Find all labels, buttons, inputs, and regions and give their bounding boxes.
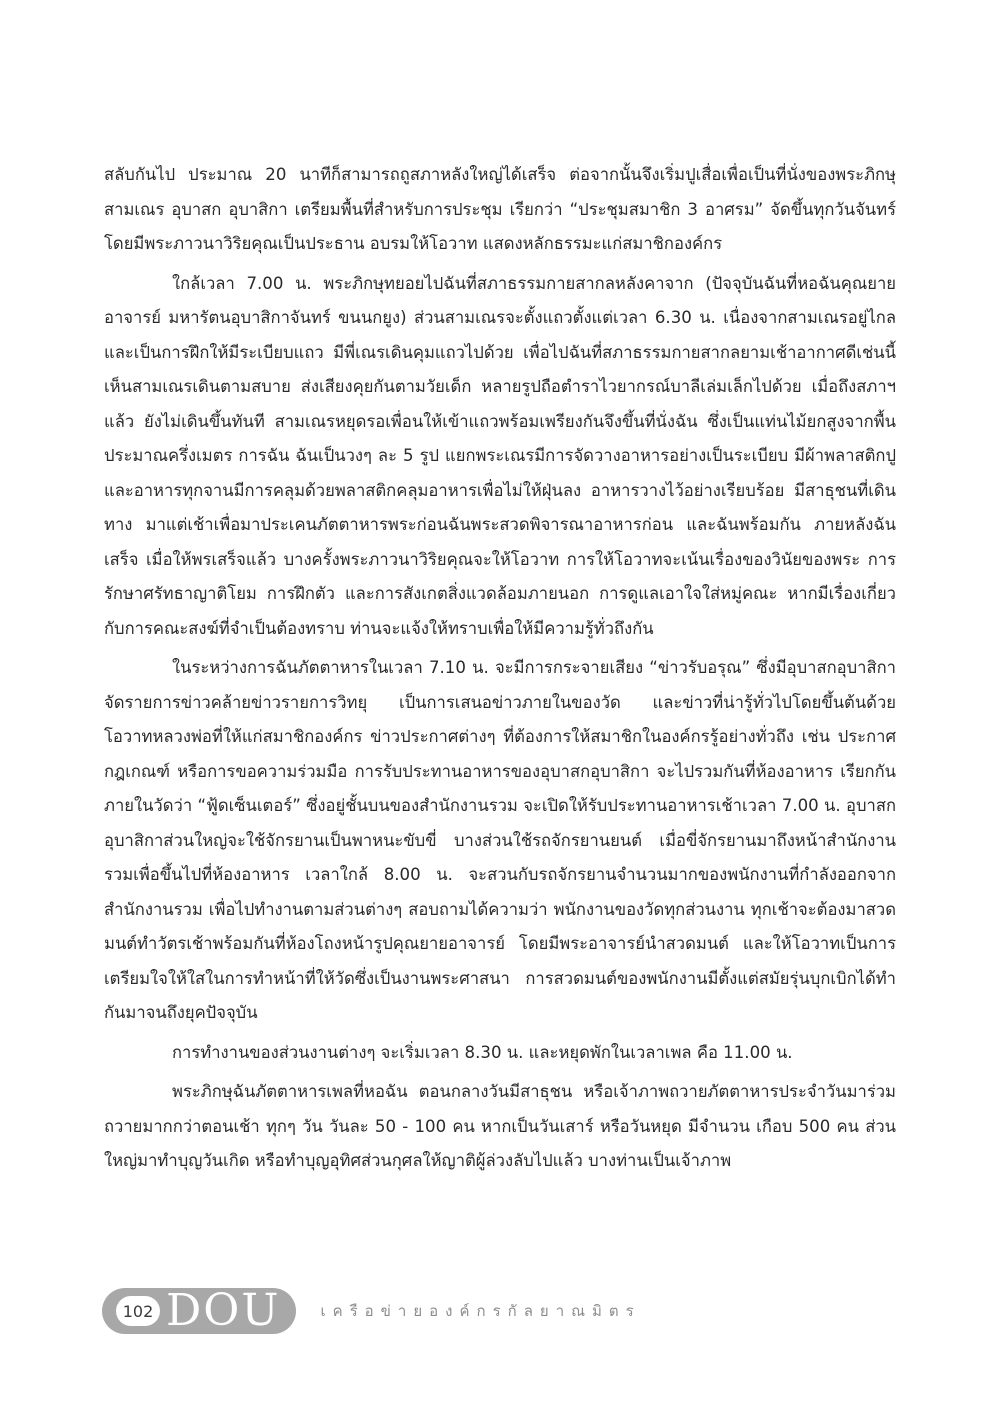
series-title: เครือข่ายองค์กรกัลยาณมิตร: [320, 1302, 641, 1320]
paragraph-4: การทำงานของส่วนงานต่างๆ จะเริ่มเวลา 8.30 น. และหยุดพักในเวลาเพล คือ 11.00 น.: [172, 1042, 793, 1062]
page-number: 102: [116, 1296, 160, 1326]
paragraph-1: สลับกันไป ประมาณ 20 นาทีก็สามารถถูสภาหลังใหญ่ได้เสร็จ ต่อจากนั้นจึงเริ่มปูเสื่อเพื่อเป็นที่นั่งของพระภิกษุ สามเณร อุบาสก อุบาสิกา เตรียมพื้นที่สำหรับการประชุม เรียกว่า “ประชุมสมาชิก 3 อาศรม” จัดขึ้นทุกวันจันทร์ โดยมีพระภาวนาวิริยคุณเป็นประธาน อบรมให้โอวาท แสดงหลักธรรมะแก่สมาชิกองค์กร: [104, 165, 896, 253]
page-footer: [102, 1285, 641, 1336]
footer-badge: [102, 1285, 296, 1336]
paragraph-2: ใกล้เวลา 7.00 น. พระภิกษุทยอยไปฉันที่สภาธรรมกายสากลหลังคาจาก (ปัจจุบันฉันที่หอฉันคุณยายอาจารย์ มหารัตนอุบาสิกาจันทร์ ขนนกยูง) ส่วนสามเณรจะตั้งแถวตั้งแต่เวลา 6.30 น. เนื่องจากสามเณรอยู่ไกลและเป็นการฝึกให้มีระเบียบแถว มีพี่เณรเดินคุมแถวไปด้วย เพื่อไปฉันที่สภาธรรมกายสากลยามเช้าอากาศดีเช่นนี้เห็นสามเณรเดินตามสบาย ส่งเสียงคุยกันตามวัยเด็ก หลายรูปถือตำราไวยากรณ์บาลีเล่มเล็กไปด้วย เมื่อถึงสภาฯแล้ว ยังไม่เดินขึ้นทันที สามเณรหยุดรอเพื่อนให้เข้าแถวพร้อมเพรียงกันจึงขึ้นที่นั่งฉัน ซึ่งเป็นแท่นไม้ยกสูงจากพื้นประมาณครึ่งเมตร การฉัน ฉันเป็นวงๆ ละ 5 รูป แยกพระเณรมีการจัดวางอาหารอย่างเป็นระเบียบ มีผ้าพลาสติกปู และอาหารทุกจานมีการคลุมด้วยพลาสติกคลุมอาหารเพื่อไม่ให้ฝุ่นลง อาหารวางไว้อย่างเรียบร้อย มีสาธุชนที่เดินทาง มาแต่เช้าเพื่อมาประเคนภัตตาหารพระก่อนฉันพระสวดพิจารณาอาหารก่อน และฉันพร้อมกัน ภายหลังฉันเสร็จ เมื่อให้พรเสร็จแล้ว บางครั้งพระภาวนาวิริยคุณจะให้โอวาท การให้โอวาทจะเน้นเรื่องของวินัยของพระ การรักษาศรัทธาญาติโยม การฝึกตัว และการสังเกตสิ่งแวดล้อมภายนอก การดูแลเอาใจใส่หมู่คณะ หากมีเรื่องเกี่ยวกับการคณะสงฆ์ที่จำเป็นต้องทราบ ท่านจะแจ้งให้ทราบเพื่อให้มีความรู้ทั่วถึงกัน: [104, 273, 896, 638]
paragraph-5: พระภิกษุฉันภัตตาหารเพลที่หอฉัน ตอนกลางวันมีสาธุชน หรือเจ้าภาพถวายภัตตาหารประจำวันมาร่วมถวายมากกว่าตอนเช้า ทุกๆ วัน วันละ 50 - 100 คน หากเป็นวันเสาร์ หรือวันหยุด มีจำนวน เกือบ 500 คน ส่วนใหญ่มาทำบุญวันเกิด หรือทำบุญอุทิศส่วนกุศลให้ญาติผู้ล่วงลับไปแล้ว บางท่านเป็นเจ้าภาพ: [104, 1082, 896, 1170]
body-text: [104, 158, 896, 1184]
paragraph-3: ในระหว่างการฉันภัตตาหารในเวลา 7.10 น. จะมีการกระจายเสียง “ข่าวรับอรุณ” ซึ่งมีอุบาสกอุบาสิกา จัดรายการข่าวคล้ายข่าวรายการวิทยุ เป็นการเสนอข่าวภายในของวัด และข่าวที่น่ารู้ทั่วไปโดยขึ้นต้นด้วย โอวาทหลวงพ่อที่ให้แก่สมาชิกองค์กร ข่าวประกาศต่างๆ ที่ต้องการให้สมาชิกในองค์กรรู้อย่างทั่วถึง เช่น ประกาศ กฎเกณฑ์ หรือการขอความร่วมมือ การรับประทานอาหารของอุบาสกอุบาสิกา จะไปรวมกันที่ห้องอาหาร เรียกกันภายในวัดว่า “ฟู้ดเซ็นเตอร์” ซึ่งอยู่ชั้นบนของสำนักงานรวม จะเปิดให้รับประทานอาหารเช้าเวลา 7.00 น. อุบาสก อุบาสิกาส่วนใหญ่จะใช้จักรยานเป็นพาหนะขับขี่ บางส่วนใช้รถจักรยานยนต์ เมื่อขี่จักรยานมาถึงหน้าสำนักงานรวมเพื่อขึ้นไปที่ห้องอาหาร เวลาใกล้ 8.00 น. จะสวนกับรถจักรยานจำนวนมากของพนักงานที่กำลังออกจากสำนักงานรวม เพื่อไปทำงานตามส่วนต่างๆ สอบถามได้ความว่า พนักงานของวัดทุกส่วนงาน ทุกเช้าจะต้องมาสวดมนต์ทำวัตรเช้าพร้อมกันที่ห้องโถงหน้ารูปคุณยายอาจารย์ โดยมีพระอาจารย์นำสวดมนต์ และให้โอวาทเป็นการเตรียมใจให้ใสในการทำหน้าที่ให้วัดซึ่งเป็นงานพระศาสนา การสวดมนต์ของพนักงานมีตั้งแต่สมัยรุ่นบุกเบิกได้ทำกันมาจนถึงยุคปัจจุบัน: [104, 658, 896, 1022]
dou-logo: DOU: [166, 1285, 281, 1336]
